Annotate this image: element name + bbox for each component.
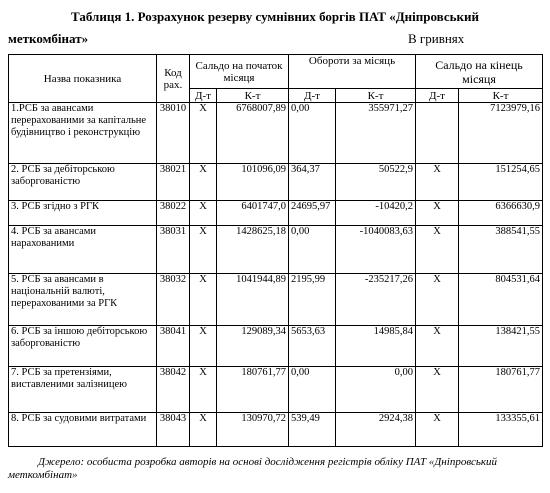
- header-opening-kt: К-т: [217, 89, 289, 103]
- table-row: [9, 164, 543, 201]
- row-turnover-dt: 0,00: [289, 103, 336, 164]
- row-opening-dt: Х: [190, 201, 217, 226]
- row-turnover-kt: 50522,9: [336, 164, 416, 201]
- row-turnover-kt: 14985,84: [336, 326, 416, 367]
- row-code: 38032: [157, 274, 190, 326]
- row-turnover-dt: 539,49: [289, 413, 336, 447]
- row-opening-kt: 1428625,18: [217, 226, 289, 274]
- row-closing-dt: [416, 103, 459, 164]
- row-opening-kt: 1041944,89: [217, 274, 289, 326]
- row-turnover-kt: -10420,2: [336, 201, 416, 226]
- row-closing-kt: 138421,55: [459, 326, 543, 367]
- header-turnover: Обороти за місяць: [289, 55, 416, 89]
- row-opening-dt: Х: [190, 367, 217, 413]
- row-turnover-kt: 355971,27: [336, 103, 416, 164]
- row-opening-dt: Х: [190, 103, 217, 164]
- row-code: 38010: [157, 103, 190, 164]
- row-opening-kt: 129089,34: [217, 326, 289, 367]
- row-closing-kt: 133355,61: [459, 413, 543, 447]
- row-closing-kt: 151254,65: [459, 164, 543, 201]
- header-closing-dt: Д-т: [416, 89, 459, 103]
- header-opening-dt: Д-т: [190, 89, 217, 103]
- header-turnover-dt: Д-т: [289, 89, 336, 103]
- row-turnover-kt: 0,00: [336, 367, 416, 413]
- source-note: Джерело: особиста розробка авторів на основі дослідження регістрів обліку ПАТ «Дніпровський меткомбінат»: [8, 456, 497, 481]
- table-title-continuation: меткомбінат»: [8, 31, 89, 46]
- row-code: 38041: [157, 326, 190, 367]
- row-closing-kt: 804531,64: [459, 274, 543, 326]
- row-opening-kt: 130970,72: [217, 413, 289, 447]
- row-name: 8. РСБ за судовими витратами: [9, 413, 157, 447]
- row-turnover-dt: 24695,97: [289, 201, 336, 226]
- row-turnover-dt: 5653,63: [289, 326, 336, 367]
- row-closing-dt: Х: [416, 326, 459, 367]
- row-closing-kt: 6366630,9: [459, 201, 543, 226]
- row-name: 1.РСБ за авансами перерахованими за капітальне будівництво і реконструкцію: [9, 103, 157, 164]
- row-opening-dt: Х: [190, 326, 217, 367]
- row-name: 5. РСБ за авансами в національній валюті, перерахованими за РГК: [9, 274, 157, 326]
- row-opening-kt: 180761,77: [217, 367, 289, 413]
- row-closing-dt: Х: [416, 164, 459, 201]
- row-closing-kt: 388541,55: [459, 226, 543, 274]
- row-turnover-kt: -235217,26: [336, 274, 416, 326]
- row-turnover-dt: 0,00: [289, 226, 336, 274]
- currency-units: В гривнях: [408, 31, 465, 46]
- row-name: 4. РСБ за авансами нарахованими: [9, 226, 157, 274]
- table-row: [9, 367, 543, 413]
- table-row: [9, 326, 543, 367]
- row-closing-dt: Х: [416, 413, 459, 447]
- table-row: [9, 413, 543, 447]
- row-opening-kt: 6768007,89: [217, 103, 289, 164]
- row-opening-dt: Х: [190, 164, 217, 201]
- table-row: [9, 103, 543, 164]
- header-code: Код рах.: [157, 55, 190, 103]
- row-code: 38021: [157, 164, 190, 201]
- row-code: 38031: [157, 226, 190, 274]
- reserve-table: [8, 54, 543, 447]
- row-closing-dt: Х: [416, 274, 459, 326]
- row-turnover-dt: 2195,99: [289, 274, 336, 326]
- table-row: [9, 226, 543, 274]
- table-title: Таблиця 1. Розрахунок резерву сумнівних боргів ПАТ «Дніпровський: [71, 9, 479, 24]
- table-row: [9, 201, 543, 226]
- row-code: 38043: [157, 413, 190, 447]
- row-name: 2. РСБ за дебіторською заборгованістю: [9, 164, 157, 201]
- header-opening-balance: Сальдо на початок місяця: [190, 55, 289, 89]
- row-turnover-dt: 0,00: [289, 367, 336, 413]
- row-opening-dt: Х: [190, 413, 217, 447]
- row-name: 7. РСБ за претензіями, виставленими залізницею: [9, 367, 157, 413]
- row-turnover-dt: 364,37: [289, 164, 336, 201]
- row-closing-dt: Х: [416, 367, 459, 413]
- header-closing-balance: Сальдо на кінець місяця: [416, 55, 543, 89]
- table-row: [9, 274, 543, 326]
- row-opening-dt: Х: [190, 274, 217, 326]
- row-opening-kt: 101096,09: [217, 164, 289, 201]
- row-turnover-kt: -1040083,63: [336, 226, 416, 274]
- row-opening-dt: Х: [190, 226, 217, 274]
- row-code: 38042: [157, 367, 190, 413]
- header-turnover-kt: К-т: [336, 89, 416, 103]
- row-closing-dt: Х: [416, 226, 459, 274]
- row-code: 38022: [157, 201, 190, 226]
- row-turnover-kt: 2924,38: [336, 413, 416, 447]
- header-closing-kt: К-т: [459, 89, 543, 103]
- row-name: 3. РСБ згідно з РГК: [9, 201, 157, 226]
- row-name: 6. РСБ за іншою дебіторською заборгованістю: [9, 326, 157, 367]
- row-closing-kt: 180761,77: [459, 367, 543, 413]
- row-closing-kt: 7123979,16: [459, 103, 543, 164]
- row-closing-dt: Х: [416, 201, 459, 226]
- row-opening-kt: 6401747,0: [217, 201, 289, 226]
- header-name: Назва показника: [9, 55, 157, 103]
